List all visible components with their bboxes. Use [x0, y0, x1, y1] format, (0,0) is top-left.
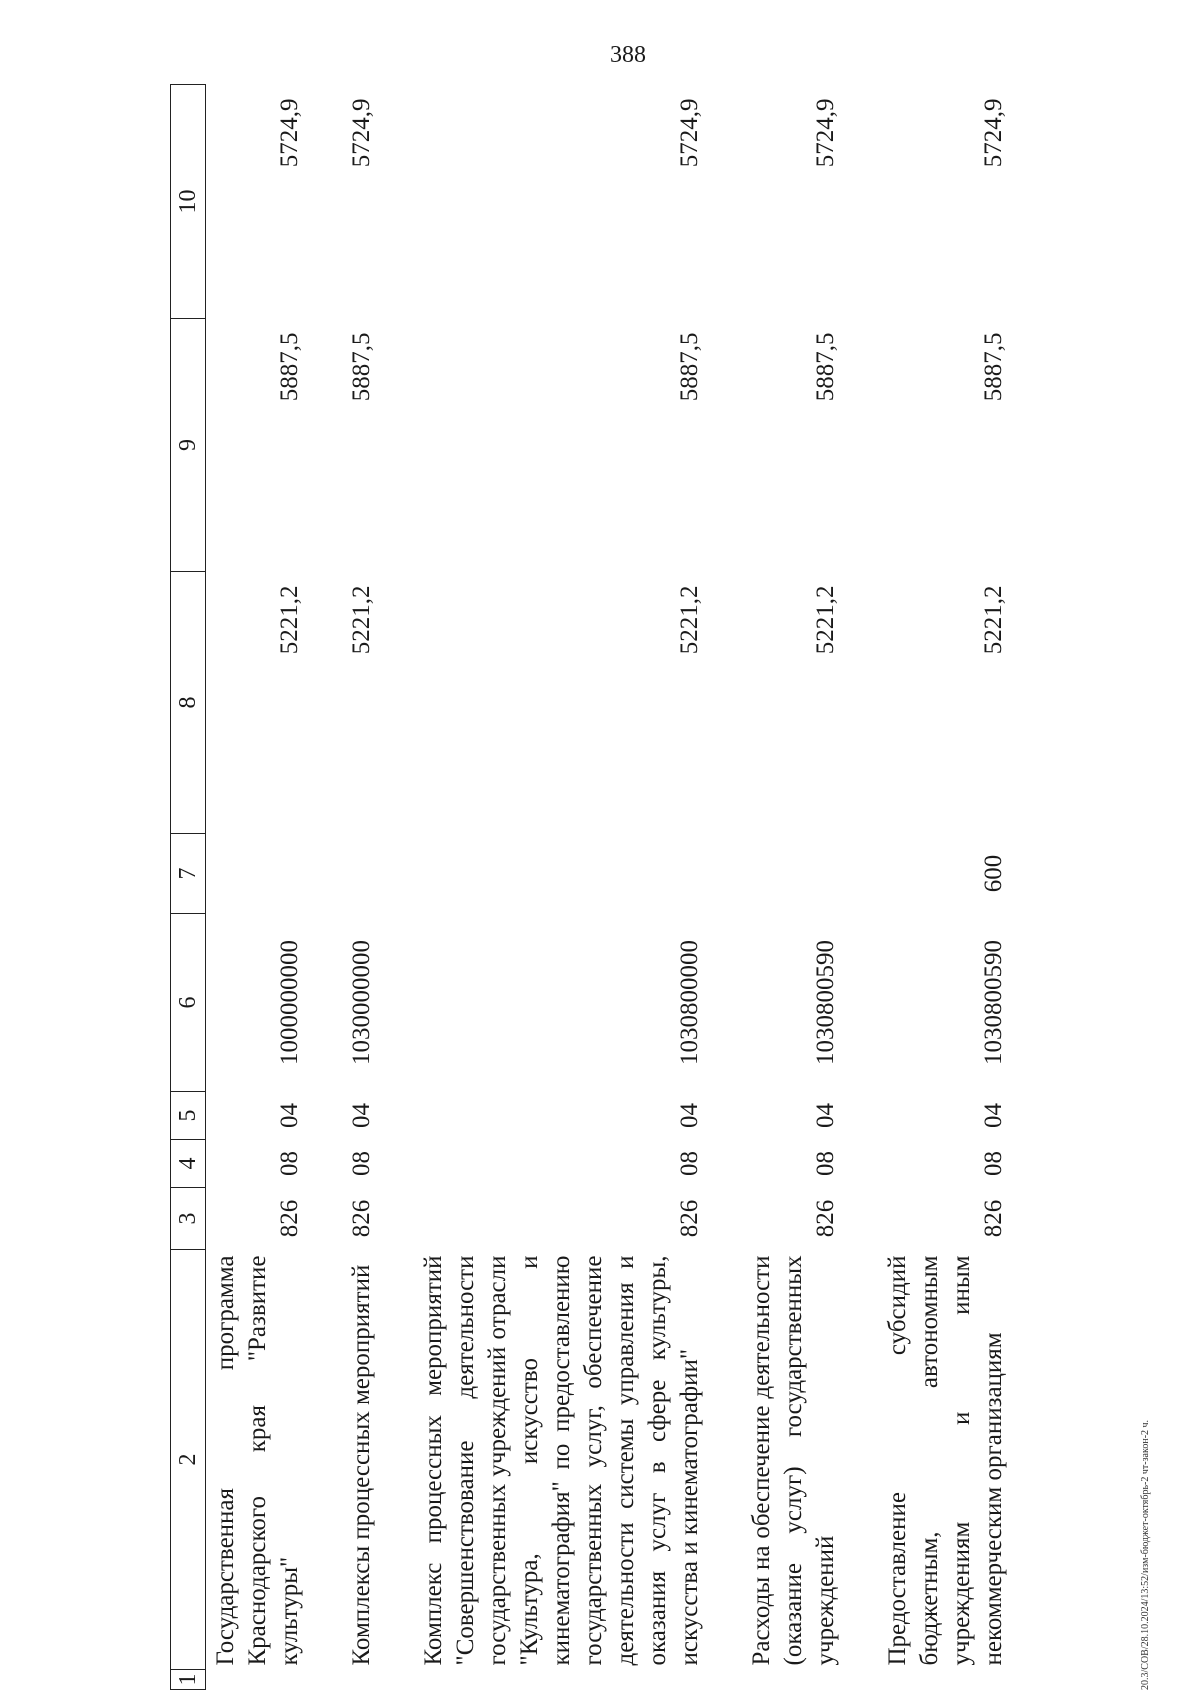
- table-row: [742, 85, 848, 1690]
- row-name: Государственная программа Краснодарского края "Развитие культуры": [212, 1255, 303, 1666]
- cell-amount-3: 5724,9: [812, 98, 839, 168]
- cell-expense-type: [342, 834, 384, 914]
- row-name: Расходы на обеспечение деятельности (оказание услуг) государственных учреждений: [748, 1255, 839, 1666]
- row-name: Предоставление субсидий бюджетным, автономным учреждениям и иным некоммерческим организациям: [884, 1255, 1007, 1666]
- cell-amount-1: 5221,2: [276, 585, 303, 655]
- cell-section: 08: [348, 1151, 375, 1176]
- cell-section: 08: [980, 1151, 1007, 1176]
- header-row: [171, 85, 206, 1690]
- cell-section: 08: [812, 1151, 839, 1176]
- cell-expense-type: [414, 834, 712, 914]
- col-header-3: 3: [171, 1188, 206, 1250]
- cell-amount-2: 5887,5: [812, 332, 839, 402]
- col-header-2: 2: [171, 1250, 206, 1670]
- cell-amount-2: 5887,5: [348, 332, 375, 402]
- col-header-8: 8: [171, 572, 206, 834]
- cell-target-code: 1030800590: [812, 940, 839, 1065]
- budget-table-sheet: [170, 85, 1007, 1690]
- cell-expense-type: [206, 834, 313, 914]
- cell-expense-type: [742, 834, 848, 914]
- col-header-4: 4: [171, 1140, 206, 1188]
- cell-amount-3: 5724,9: [980, 98, 1007, 168]
- cell-ministry: 826: [676, 1199, 703, 1238]
- cell-amount-1: 5221,2: [676, 585, 703, 655]
- cell-amount-2: 5887,5: [980, 332, 1007, 402]
- cell-amount-3: 5724,9: [276, 98, 303, 168]
- cell-subsection: 04: [812, 1103, 839, 1128]
- col-header-9: 9: [171, 319, 206, 572]
- page-number: 388: [610, 42, 646, 68]
- col-header-5: 5: [171, 1092, 206, 1140]
- cell-amount-2: 5887,5: [276, 332, 303, 402]
- cell-amount-3: 5724,9: [676, 98, 703, 168]
- cell-amount-1: 5221,2: [348, 585, 375, 655]
- col-header-6: 6: [171, 914, 206, 1092]
- cell-target-code: 1030800590: [980, 940, 1007, 1065]
- cell-subsection: 04: [276, 1103, 303, 1128]
- row-name: Комплекс процессных мероприятий "Совершенствование деятельности государственных учреждений отрасли "Культура, искусство и кинематография" по предоставлению государственных услуг, обеспечение деятельности системы управления и оказания услуг в сфере культуры, искусства и кинематографии": [420, 1255, 703, 1666]
- cell-ministry: 826: [348, 1199, 375, 1238]
- cell-amount-2: 5887,5: [676, 332, 703, 402]
- col-header-7: 7: [171, 834, 206, 914]
- document-footer-code: 20.3/СОВ/28.10.2024/13:52/изм-бюджет-октябрь-2 чт-закон-2 ч.: [1140, 1419, 1151, 1690]
- cell-subsection: 04: [676, 1103, 703, 1128]
- cell-amount-1: 5221,2: [980, 585, 1007, 655]
- cell-section: 08: [676, 1151, 703, 1176]
- cell-ministry: 826: [980, 1199, 1007, 1238]
- budget-table: [170, 84, 1016, 1690]
- cell-target-code: 1030800000: [676, 940, 703, 1065]
- cell-target-code: 1030000000: [348, 940, 375, 1065]
- cell-section: 08: [276, 1151, 303, 1176]
- table-row: [878, 85, 1016, 1690]
- cell-expense-type: 600: [980, 854, 1007, 893]
- col-header-10: 10: [171, 85, 206, 319]
- row-name: Комплексы процессных мероприятий: [348, 1264, 375, 1666]
- cell-subsection: 04: [348, 1103, 375, 1128]
- table-row: [414, 85, 712, 1690]
- table-row: [342, 85, 384, 1690]
- cell-ministry: 826: [812, 1199, 839, 1238]
- table-row: [206, 85, 313, 1690]
- cell-subsection: 04: [980, 1103, 1007, 1128]
- cell-ministry: 826: [276, 1199, 303, 1238]
- cell-amount-3: 5724,9: [348, 98, 375, 168]
- cell-target-code: 1000000000: [276, 940, 303, 1065]
- col-header-1: 1: [171, 1670, 206, 1690]
- cell-amount-1: 5221,2: [812, 585, 839, 655]
